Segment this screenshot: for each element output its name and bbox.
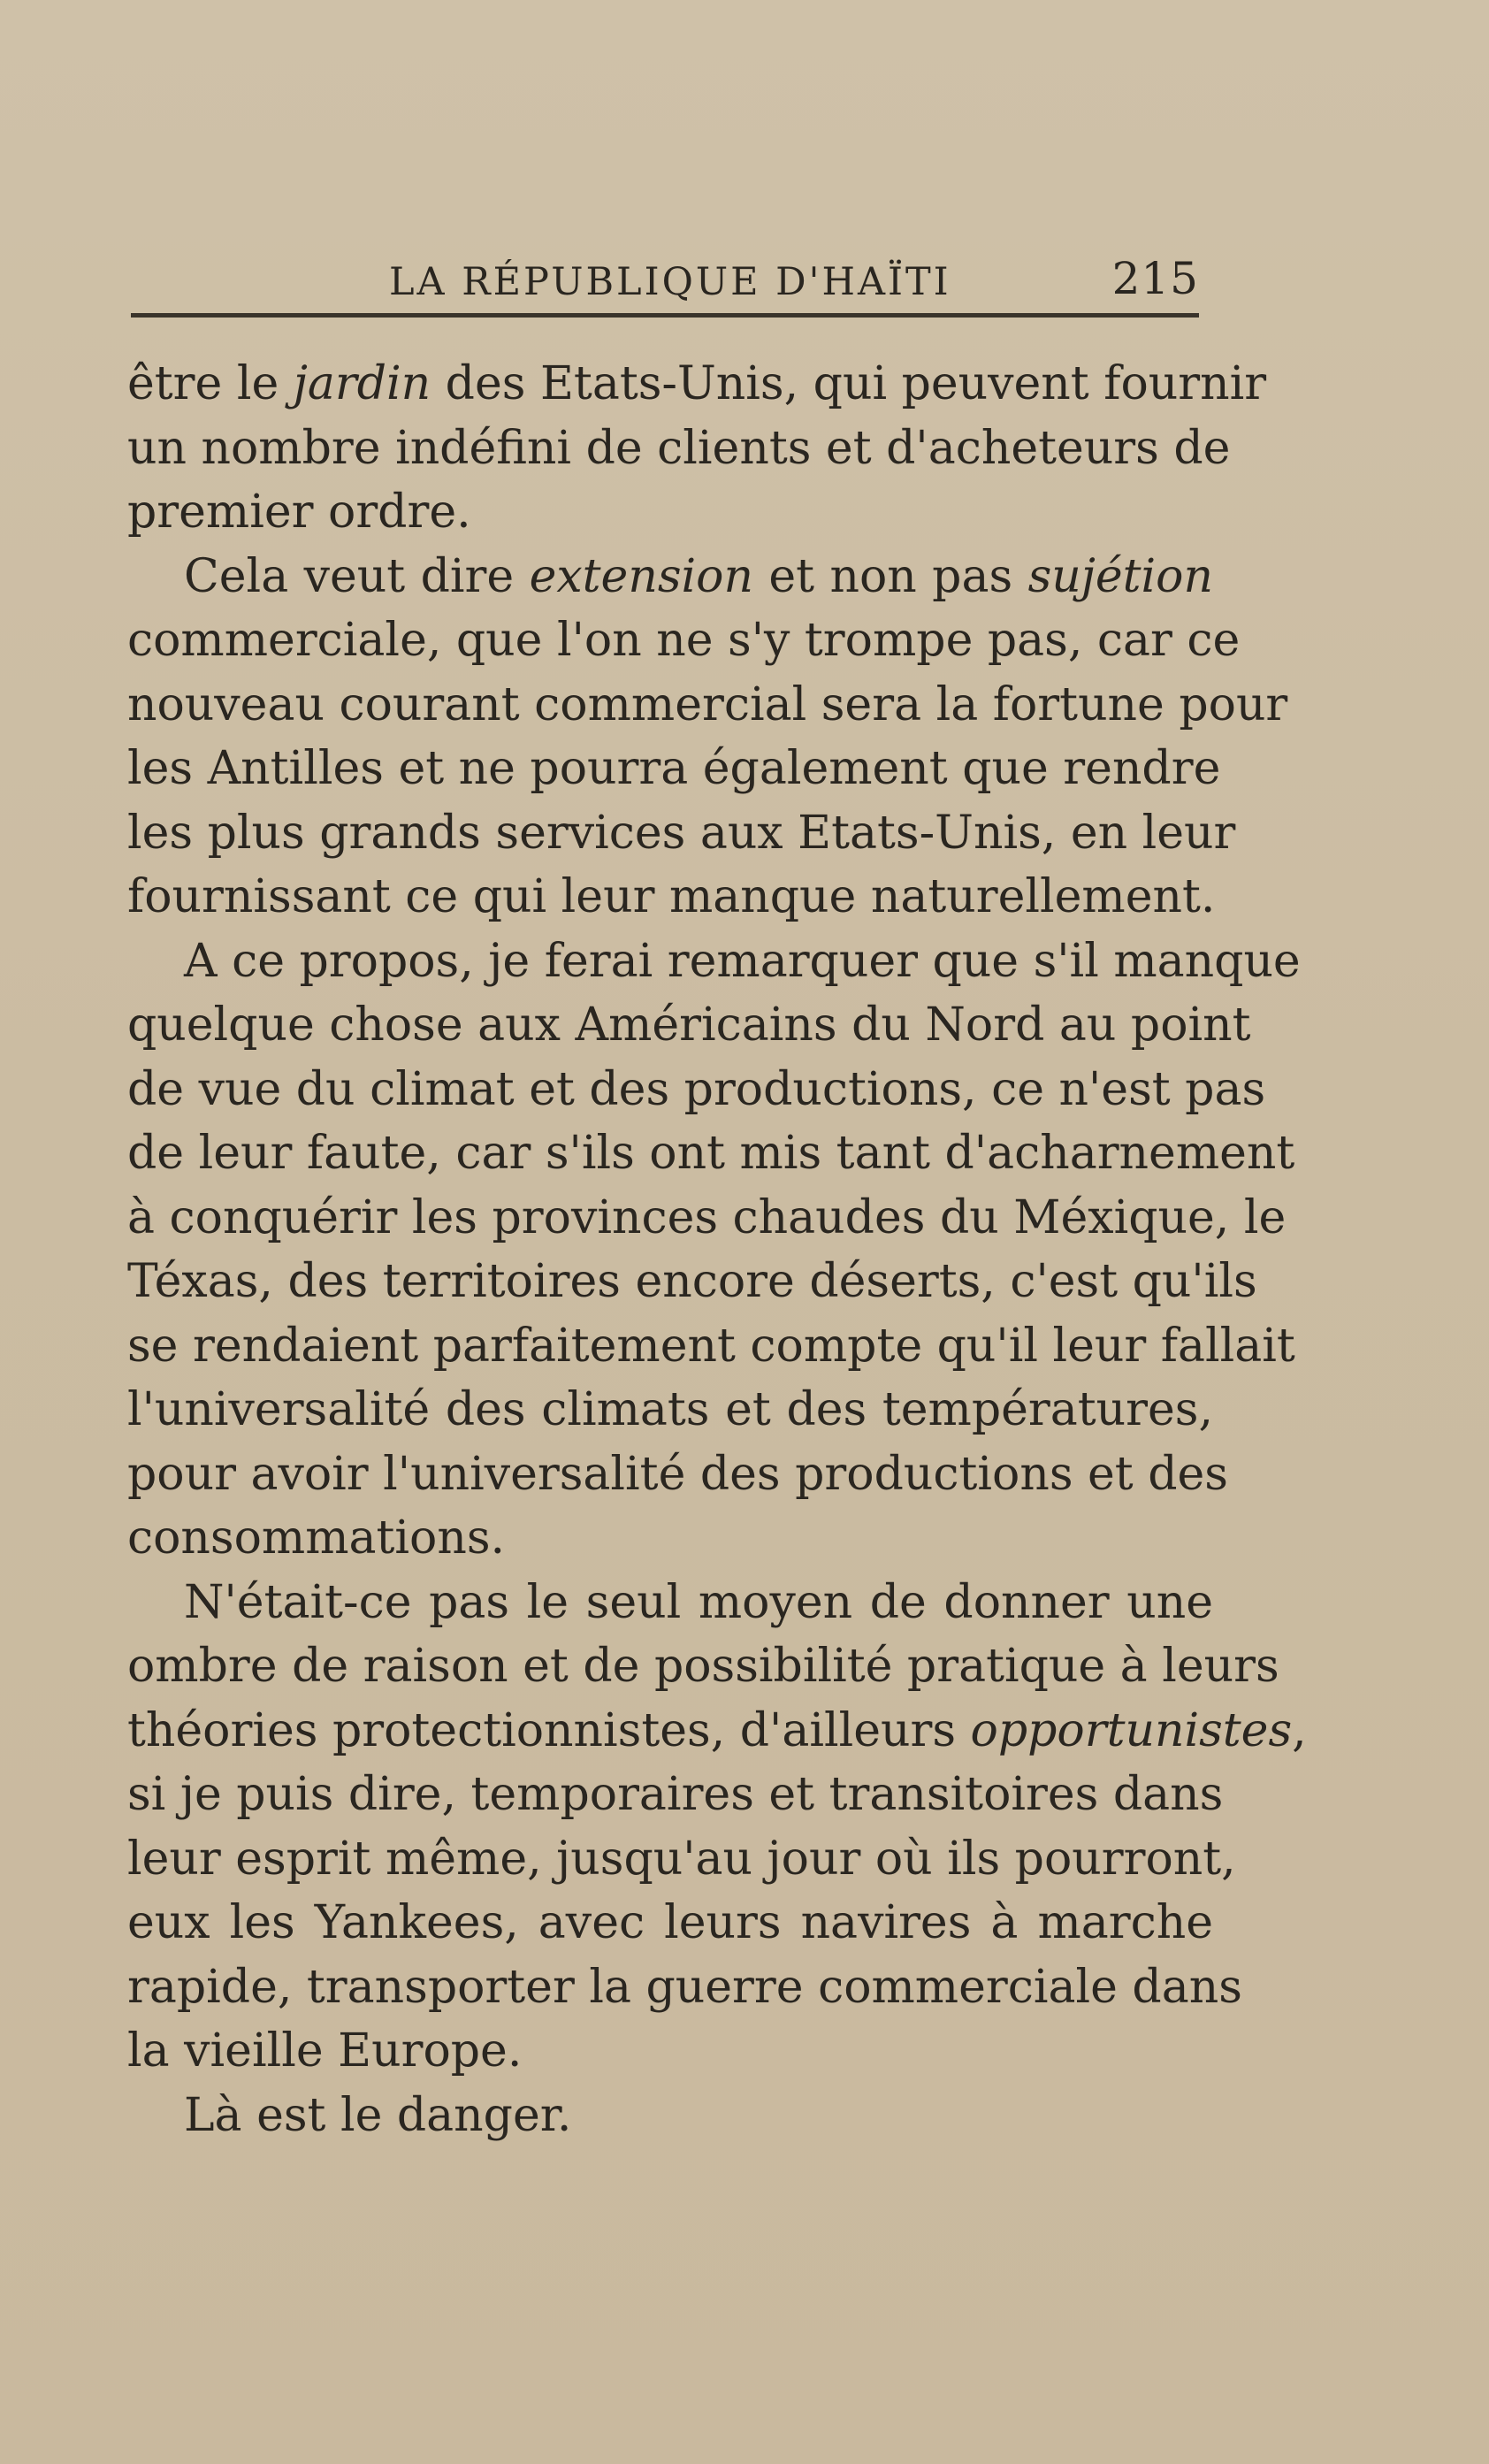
paragraph-start-line: Là est le danger. bbox=[184, 2088, 572, 2142]
header-rule bbox=[131, 313, 1199, 318]
text-line: nouveau courant commercial sera la fortune pour bbox=[127, 677, 1288, 731]
text-line: fournissant ce qui leur manque naturellement. bbox=[127, 870, 1216, 923]
text-line: ombre de raison et de possibilité pratique à leurs bbox=[127, 1640, 1279, 1693]
text-line: premier ordre. bbox=[127, 486, 471, 539]
text-line: si je puis dire, temporaires et transitoires dans bbox=[127, 1768, 1224, 1821]
running-title: LA RÉPUBLIQUE D'HAÏTI bbox=[389, 260, 951, 304]
italic-word: jardin bbox=[293, 357, 431, 410]
text-line: pour avoir l'universalité des productions et des bbox=[127, 1447, 1228, 1501]
text-line: leur esprit même, jusqu'au jour où ils pourront, bbox=[127, 1832, 1236, 1886]
text-line: les plus grands services aux Etats-Unis, en leur bbox=[127, 806, 1236, 860]
text-line: quelque chose aux Américains du Nord au point bbox=[127, 999, 1251, 1052]
text-line: les Antilles et ne pourra également que rendre bbox=[127, 742, 1221, 795]
running-head bbox=[127, 248, 1203, 310]
text-line: Téxas, des territoires encore déserts, c'est qu'ils bbox=[127, 1255, 1257, 1308]
text-line: théories protectionnistes, d'ailleurs opportunistes, bbox=[127, 1703, 1307, 1757]
text-line: être le jardin des Etats-Unis, qui peuvent fournir bbox=[127, 357, 1267, 410]
text-line: la vieille Europe. bbox=[127, 2024, 523, 2078]
text-line: consommations. bbox=[127, 1511, 506, 1565]
italic-word: opportunistes bbox=[970, 1703, 1293, 1757]
text-line: de leur faute, car s'ils ont mis tant d'acharnement bbox=[127, 1127, 1295, 1180]
text-line: rapide, transporter la guerre commerciale dans bbox=[127, 1960, 1242, 2014]
text-line: eux les Yankees, avec leurs navires à marche bbox=[127, 1896, 1213, 1949]
body-text bbox=[127, 352, 1307, 2147]
text-line: l'universalité des climats et des températures, bbox=[127, 1383, 1213, 1436]
italic-word: extension bbox=[529, 549, 753, 603]
text-line: se rendaient parfaitement compte qu'il leur fallait bbox=[127, 1319, 1295, 1373]
paragraph-start-line: A ce propos, je ferai remarquer que s'il manque bbox=[184, 934, 1301, 988]
paragraph-start-line: N'était-ce pas le seul moyen de donner une bbox=[184, 1575, 1213, 1629]
italic-word: sujétion bbox=[1027, 549, 1213, 603]
text-line: un nombre indéfini de clients et d'acheteurs de bbox=[127, 421, 1231, 475]
page-number: 215 bbox=[1111, 253, 1199, 304]
text-line: commerciale, que l'on ne s'y trompe pas, car ce bbox=[127, 614, 1241, 667]
text-line: à conquérir les provinces chaudes du Méxique, le bbox=[127, 1190, 1287, 1244]
text-line: de vue du climat et des productions, ce n'est pas bbox=[127, 1062, 1266, 1116]
paragraph-start-line: Cela veut dire extension et non pas sujétion bbox=[184, 549, 1213, 603]
